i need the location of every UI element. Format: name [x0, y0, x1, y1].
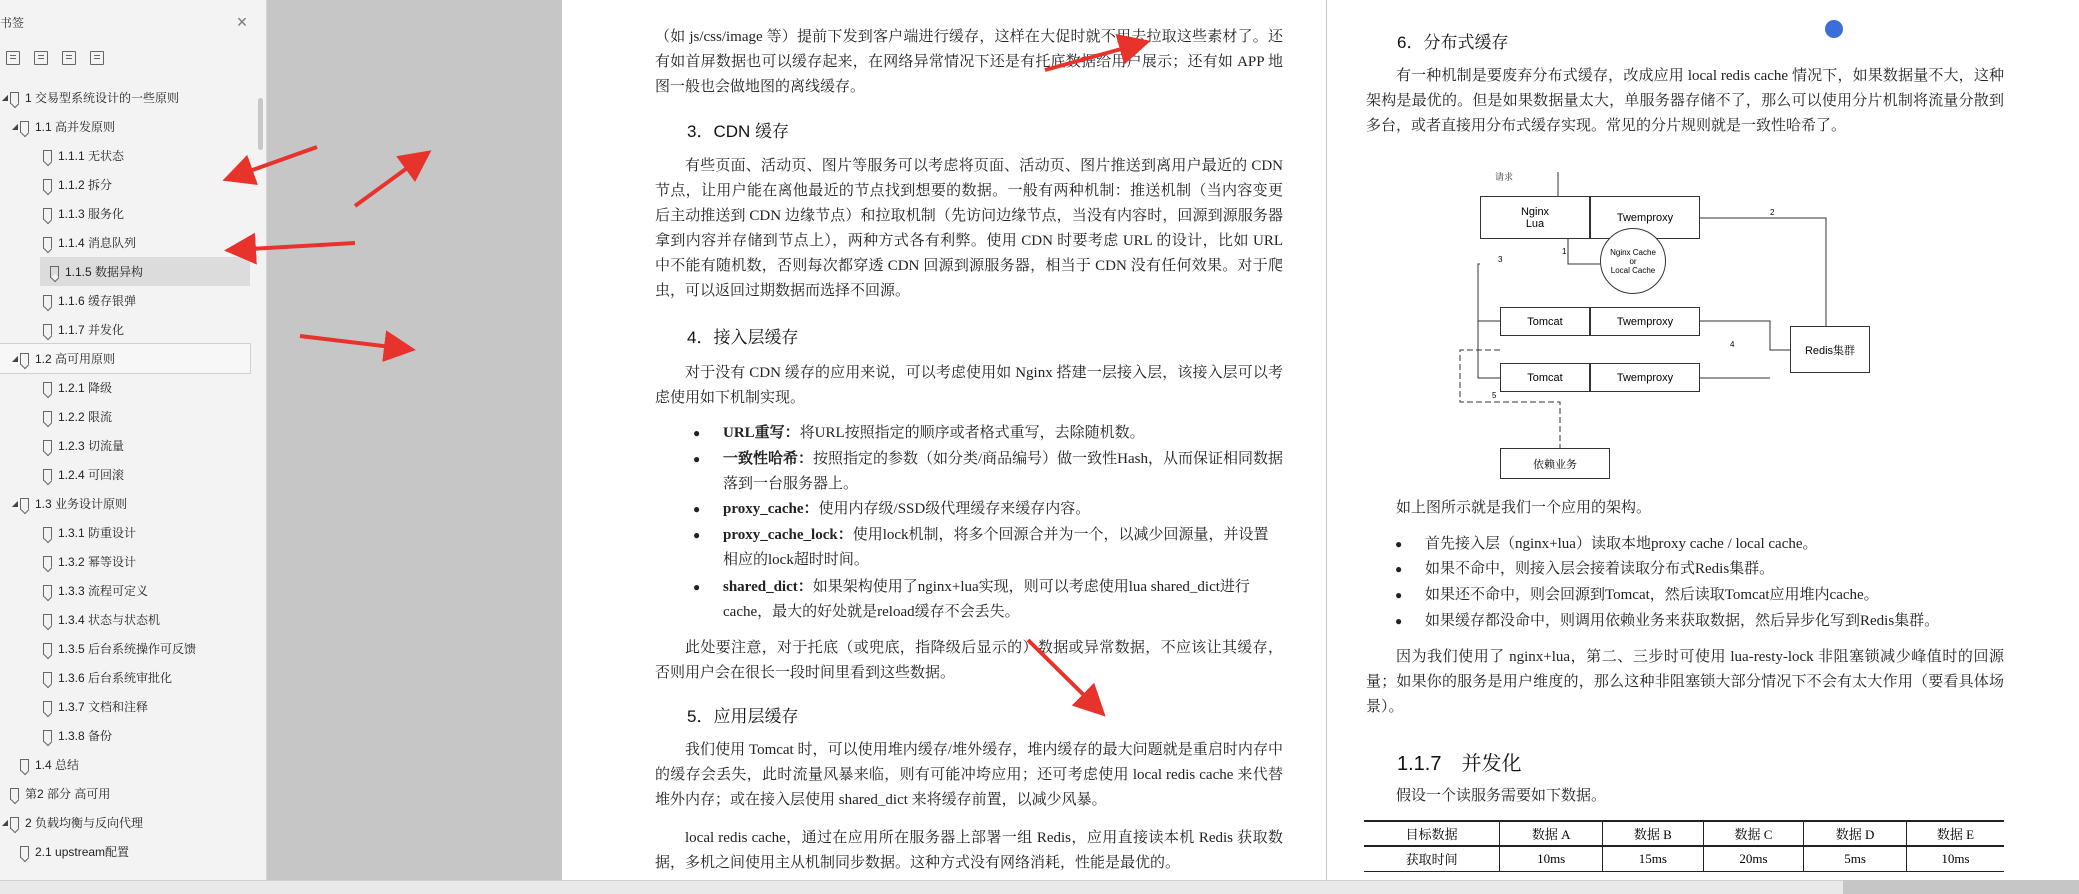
- section-heading: 6．分布式缓存: [1397, 33, 1509, 52]
- bookmark-item[interactable]: [0, 373, 266, 402]
- expand-caret-icon[interactable]: ◢: [11, 354, 19, 363]
- bookmark-item[interactable]: [0, 170, 266, 199]
- list-item: ● proxy_cache_lock：使用lock机制，将多个回源合并为一个，以减少回源量，并设置相应的lock超时时间。: [693, 527, 1269, 568]
- bookmark-item[interactable]: [0, 286, 266, 315]
- bookmark-icon: [43, 585, 52, 597]
- list-item: ● 如果还不命中，则会回源到Tomcat，然后读取Tomcat应用堆内cache。: [1395, 587, 1879, 603]
- table-cell: 数据 D: [1804, 821, 1907, 846]
- table-cell: 目标数据: [1364, 821, 1500, 846]
- add-bookmark-icon[interactable]: [62, 51, 76, 65]
- bookmark-label: 1.1.2 拆分: [58, 178, 113, 192]
- bookmark-label: 1.3.2 幂等设计: [58, 555, 137, 569]
- section-heading: 1.1.7 并发化: [1397, 753, 1522, 775]
- bookmark-icon: [43, 295, 52, 307]
- bookmark-item[interactable]: [0, 460, 266, 489]
- table-header-row: [1364, 821, 2004, 846]
- diagram-nginx-box: Nginx Lua: [1480, 196, 1590, 239]
- bookmark-icon: [43, 179, 52, 191]
- bookmark-tree: [0, 83, 266, 866]
- section-heading: 3．CDN 缓存: [687, 122, 790, 141]
- bookmark-panel: [0, 0, 267, 880]
- list-item: ● 如果不命中，则接入层会接着读取分布式Redis集群。: [1395, 561, 1775, 577]
- bookmark-item[interactable]: [0, 431, 266, 460]
- bookmark-label: 1.1.7 并发化: [58, 323, 125, 337]
- bookmark-item[interactable]: [40, 257, 250, 286]
- diagram-connectors: [1480, 160, 1930, 490]
- bookmark-label: 1.3.6 后台系统审批化: [58, 671, 173, 685]
- diagram-redis-box: Redis集群: [1790, 326, 1870, 373]
- bookmark-item[interactable]: [0, 634, 266, 663]
- paragraph: 我们使用 Tomcat 时，可以使用堆内缓存/堆外缓存，堆内缓存的最大问题就是重启时内存中的缓存会丢失，此时流量风暴来临，则有可能冲垮应用；还可考虑使用 local redis cache 来代替堆外内存；或在接入层使用 shared_dict 来将缓存前置，以减少风暴。: [655, 742, 1283, 808]
- bookmark-item[interactable]: [0, 315, 266, 344]
- diagram-tomcat-box: Tomcat: [1500, 363, 1590, 392]
- list-item: ● proxy_cache：使用内存级/SSD级代理缓存来缓存内容。: [693, 501, 1091, 517]
- diagram-tomcat-box: Tomcat: [1500, 307, 1590, 336]
- paragraph: 假设一个读服务需要如下数据。: [1396, 788, 1607, 804]
- bookmark-item[interactable]: [0, 199, 266, 228]
- bookmark-icon: [43, 556, 52, 568]
- diagram-step-number: 1: [1562, 247, 1567, 256]
- bookmark-icon: [43, 382, 52, 394]
- table-cell: 15ms: [1602, 846, 1703, 871]
- paragraph: （如 js/css/image 等）提前下发到客户端进行缓存，这样在大促时就不用去拉取这些素材了。还有如首屏数据也可以缓存起来，在网络异常情况下还是有托底数据给用户展示；还有如 APP 地图一般也会做地图的离线缓存。: [655, 29, 1283, 95]
- bookmark-icon: [20, 846, 29, 858]
- bookmark-item[interactable]: [0, 402, 266, 431]
- bookmark-icon[interactable]: [90, 51, 104, 65]
- list-item: ● URL重写：将URL按照指定的顺序或者格式重写，去除随机数。: [693, 425, 1145, 441]
- table-cell: 获取时间: [1364, 846, 1500, 871]
- bookmark-label: 1.1.4 消息队列: [58, 236, 137, 250]
- bookmark-item[interactable]: [0, 779, 266, 808]
- bookmark-icon: [20, 353, 29, 365]
- bookmark-icon: [43, 237, 52, 249]
- bookmark-label: 2.1 upstream配置: [35, 845, 130, 859]
- bookmark-toolbar: [0, 44, 266, 72]
- collapse-all-icon[interactable]: [34, 51, 48, 65]
- diagram-step-number: 3: [1498, 255, 1503, 264]
- paragraph: local redis cache，通过在应用所在服务器上部署一组 Redis，应用直接读本机 Redis 获取数据，多机之间使用主从机制同步数据。这种方式没有网络消耗，性能是最优的。: [655, 830, 1283, 871]
- bookmark-label: 1.2.3 切流量: [58, 439, 125, 453]
- bookmark-label: 1.3.8 备份: [58, 729, 113, 743]
- diagram-twemproxy-box: Twemproxy: [1590, 196, 1700, 239]
- architecture-diagram: [1480, 160, 1930, 490]
- bookmark-item[interactable]: [0, 112, 266, 141]
- paragraph: 对于没有 CDN 缓存的应用来说，可以考虑使用如 Nginx 搭建一层接入层，该接入层可以考虑使用如下机制实现。: [655, 365, 1283, 406]
- bookmark-item[interactable]: [0, 141, 266, 170]
- bookmark-icon: [43, 150, 52, 162]
- bookmark-icon: [20, 121, 29, 133]
- bookmark-item[interactable]: [0, 576, 266, 605]
- bookmark-icon: [10, 92, 19, 104]
- bookmark-item[interactable]: [0, 518, 266, 547]
- bookmark-label: 1.3.7 文档和注释: [58, 700, 149, 714]
- sidebar-scrollbar[interactable]: [258, 98, 263, 150]
- bookmark-label: 1.3.4 状态与状态机: [58, 613, 161, 627]
- close-icon[interactable]: ×: [236, 11, 248, 32]
- diagram-step-number: 2: [1770, 208, 1775, 217]
- table-cell: 20ms: [1703, 846, 1804, 871]
- document-viewport[interactable]: [267, 0, 2004, 880]
- bookmark-icon: [43, 440, 52, 452]
- expand-caret-icon[interactable]: ◢: [1, 93, 9, 102]
- bookmark-label: 1.2.2 限流: [58, 410, 113, 424]
- table-row: [1364, 846, 2004, 871]
- expand-caret-icon[interactable]: ◢: [11, 499, 19, 508]
- section-heading: 4．接入层缓存: [687, 328, 799, 347]
- pdf-page-right: [1327, 0, 2079, 880]
- bookmark-icon: [43, 614, 52, 626]
- table-cell: 数据 E: [1906, 821, 2004, 846]
- list-item: ● 如果缓存都没命中，则调用依赖业务来获取数据，然后异步化写到Redis集群。: [1395, 613, 1940, 629]
- bookmark-icon: [10, 817, 19, 829]
- bookmark-icon: [43, 324, 52, 336]
- bookmark-icon: [10, 788, 19, 800]
- bookmark-label: 1.3.1 防重设计: [58, 526, 137, 540]
- bookmark-icon: [50, 266, 59, 278]
- pdf-page-left: [562, 0, 1326, 880]
- bookmark-item[interactable]: [0, 344, 250, 373]
- bookmark-label: 1.1.1 无状态: [58, 149, 125, 163]
- bookmark-item[interactable]: [0, 489, 266, 518]
- bookmark-item[interactable]: [0, 547, 266, 576]
- bookmark-label: 1.3 业务设计原则: [35, 497, 128, 511]
- expand-all-icon[interactable]: [6, 51, 20, 65]
- list-item: ● 一致性哈希：按照指定的参数（如分类/商品编号）做一致性Hash，从而保证相同数据落到一台服务器上。: [693, 451, 1284, 492]
- bookmark-label: 1.2.4 可回滚: [58, 468, 125, 482]
- bookmark-icon: [43, 469, 52, 481]
- data-table: [1364, 820, 2004, 872]
- bookmark-label: 1.3.5 后台系统操作可反馈: [58, 642, 197, 656]
- diagram-cache-circle: Nginx Cache or Local Cache: [1600, 228, 1666, 294]
- table-cell: 10ms: [1500, 846, 1603, 871]
- bookmark-panel-header: [0, 0, 266, 44]
- bookmark-icon: [43, 208, 52, 220]
- bookmark-item[interactable]: [0, 808, 266, 837]
- bookmark-label: 1.3.3 流程可定义: [58, 584, 149, 598]
- bookmark-label: 1.2 高可用原则: [35, 352, 116, 366]
- bookmark-label: 1.1.5 数据异构: [65, 265, 144, 279]
- bookmark-label: 1.4 总结: [35, 758, 80, 772]
- bookmark-item[interactable]: [0, 663, 266, 692]
- list-item: ● 首先接入层（nginx+lua）读取本地proxy cache / local cache。: [1395, 536, 1818, 552]
- diagram-twemproxy-box: Twemproxy: [1590, 363, 1700, 392]
- bookmark-icon: [43, 701, 52, 713]
- diagram-label: 请求: [1495, 172, 1514, 182]
- section-heading: 5．应用层缓存: [687, 707, 799, 726]
- diagram-step-number: 5: [1492, 391, 1497, 400]
- expand-caret-icon[interactable]: ◢: [11, 122, 19, 131]
- bookmark-icon: [43, 730, 52, 742]
- table-cell: 5ms: [1804, 846, 1907, 871]
- bookmark-label: 1.1.3 服务化: [58, 207, 125, 221]
- bookmark-label: 2 负载均衡与反向代理: [25, 816, 144, 830]
- bookmark-panel-title: 书签: [0, 15, 25, 30]
- paragraph: 此处要注意，对于托底（或兜底，指降级后显示的）数据或异常数据，不应该让其缓存，否则用户会在很长一段时间里看到这些数据。: [655, 640, 1283, 681]
- bookmark-icon: [20, 759, 29, 771]
- bookmark-item[interactable]: [0, 692, 266, 721]
- bookmark-icon: [43, 672, 52, 684]
- bookmark-icon: [43, 643, 52, 655]
- diagram-dependency-box: 依赖业务: [1500, 448, 1610, 479]
- bookmark-label: 1.1.6 缓存银弹: [58, 294, 137, 308]
- table-cell: 数据 C: [1703, 821, 1804, 846]
- bookmark-item[interactable]: [0, 721, 266, 750]
- list-item: ● shared_dict：如果架构使用了nginx+lua实现，则可以考虑使用lua shared_dict进行cache，最大的好处就是reload缓存不会丢失。: [693, 579, 1250, 620]
- bookmark-item[interactable]: [0, 605, 266, 634]
- status-bar: [0, 880, 1843, 894]
- bookmark-icon: [43, 411, 52, 423]
- paragraph: 有一种机制是要废弃分布式缓存，改成应用 local redis cache 情况下，如果数据量不大，这种架构是最优的。但是如果数据量太大，单服务器存储不了，那么可以使用分片机制将流量分散到多台，或者直接用分布式缓存实现。常见的分片规则就是一致性哈希了。: [1366, 68, 2004, 134]
- bookmark-item[interactable]: [0, 750, 266, 779]
- bookmark-label: 第2 部分 高可用: [25, 787, 111, 801]
- paragraph: 如上图所示就是我们一个应用的架构。: [1396, 500, 1652, 516]
- bookmark-label: 1.1 高并发原则: [35, 120, 116, 134]
- table-cell: 数据 B: [1602, 821, 1703, 846]
- diagram-step-number: 4: [1730, 340, 1735, 349]
- bookmark-icon: [20, 498, 29, 510]
- table-cell: 10ms: [1906, 846, 2004, 871]
- user-avatar[interactable]: [1825, 20, 1843, 38]
- paragraph: 有些页面、活动页、图片等服务可以考虑将页面、活动页、图片推送到离用户最近的 CDN 节点，让用户能在离他最近的节点找到想要的数据。一般有两种机制：推送机制（当内容变更后主动推送到 CDN 边缘节点）和拉取机制（先访问边缘节点，当没有内容时，回源到源服务器拿到内容并存储到节点上），两种方式各有利弊。使用 CDN 时要考虑 URL 的设计，比如 URL 中不能有随机数，否则每次都穿透 CDN 回源到源服务器，相当于 CDN 没有任何效果。对于爬虫，可以返回过期数据而选择不回源。: [655, 158, 1283, 299]
- bookmark-item[interactable]: [0, 837, 266, 866]
- bookmark-label: 1.2.1 降级: [58, 381, 113, 395]
- paragraph: 因为我们使用了 nginx+lua，第二、三步时可使用 lua-resty-lock 非阻塞锁减少峰值时的回源量；如果你的服务是用户维度的，那么这种非阻塞锁大部分情况下不会有太大作用（要看具体场景）。: [1366, 649, 2004, 715]
- expand-caret-icon[interactable]: ◢: [1, 818, 9, 827]
- table-cell: 数据 A: [1500, 821, 1603, 846]
- bookmark-label: 1 交易型系统设计的一些原则: [25, 91, 180, 105]
- bookmark-icon: [43, 527, 52, 539]
- bookmark-item[interactable]: [0, 228, 266, 257]
- diagram-twemproxy-box: Twemproxy: [1590, 307, 1700, 336]
- bookmark-item[interactable]: [0, 83, 266, 112]
